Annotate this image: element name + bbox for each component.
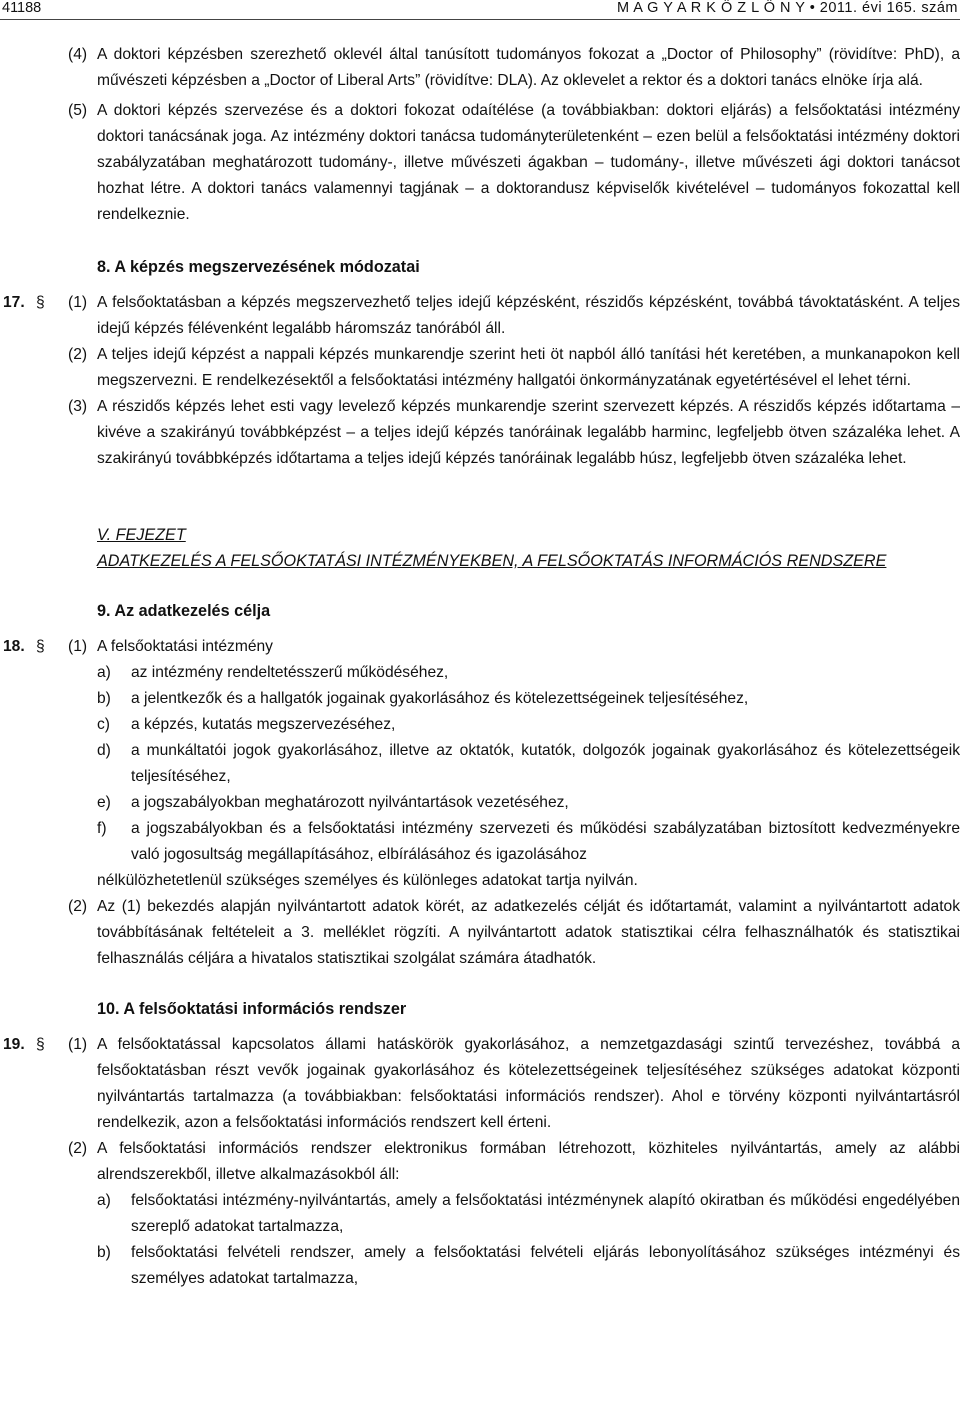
- paragraph-number: (1): [68, 638, 88, 655]
- paragraph-text: A doktori képzésben szerezhető oklevél által tanúsított tudományos fokozat a „Doctor of Philosophy” (rövidítve: PhD), a művészeti képzésben a „Doctor of Liberal Arts” (rövidítve: DLA). Az oklevelet a rektor és a doktori tanács elnöke írja alá.: [97, 46, 960, 89]
- paragraph-intro: A felsőoktatási információs rendszer elektronikus formában létrehozott, közhiteles nyilvántartás, amely az alábbi alrendszerekből, illetve alkalmazásokból áll:: [97, 1140, 960, 1183]
- paragraph-number: (4): [68, 46, 88, 63]
- list-item-label: a): [97, 1192, 111, 1209]
- list-item: [97, 790, 960, 816]
- section-number: 17.: [3, 294, 25, 311]
- paragraph-number: (2): [68, 898, 88, 915]
- chapter-title: ADATKEZELÉS A FELSŐOKTATÁSI INTÉZMÉNYEKBEN, A FELSŐOKTATÁS INFORMÁCIÓS RENDSZERE: [97, 552, 887, 570]
- paragraph-number: (1): [68, 1036, 88, 1053]
- list-item: [97, 1188, 960, 1240]
- section-number: 18.: [3, 638, 25, 655]
- paragraph-text: A teljes idejű képzést a nappali képzés munkarendje szerint heti öt napból álló tanítási hét keretében, a munkanapokon kell megszervezni. E rendelkezésektől a felsőoktatási intézmény hallgatói önkormányzatának egyetértésével el lehet térni.: [97, 346, 960, 389]
- list-item: [97, 738, 960, 790]
- list-item-text: az intézmény rendeltetésszerű működéséhez,: [131, 664, 449, 681]
- list-item: [97, 660, 960, 686]
- section-sign: §: [36, 1036, 45, 1053]
- page-header: [0, 0, 960, 20]
- subsection-heading-10: 10. A felsőoktatási információs rendszer: [97, 1000, 407, 1018]
- paragraph-text: A felsőoktatásban a képzés megszervezhető teljes idejű képzésként, részidős képzésként, továbbá távoktatásként. A teljes idejű képzés félévenként legalább háromszáz tanórából áll.: [97, 294, 960, 337]
- section-sign: §: [36, 638, 45, 655]
- section-number: 19.: [3, 1036, 25, 1053]
- paragraph-intro: A felsőoktatási intézmény: [97, 638, 273, 655]
- paragraph-4: [0, 42, 960, 94]
- section-17-p3: [0, 394, 960, 472]
- paragraph-text: A doktori képzés szervezése és a doktori fokozat odaítélése (a továbbiakban: doktori eljárás) a felsőoktatási intézmény doktori tanácsának joga. Az intézmény doktori tanácsa tudományterületenként – ezen belül a felsőoktatási intézmény doktori szabályzatában meghatározott tudomány-, illetve művészeti ágakban – tudomány-, illetve művészeti ági doktori tanácsot hozhat létre. A doktori tanács valamennyi tagjának – a doktorandusz képviselők kivételével – tudományos fokozattal kell rendelkeznie.: [97, 102, 960, 223]
- journal-title: M A G Y A R K Ö Z L Ö N Y • 2011. évi 165. szám: [616, 0, 958, 16]
- paragraph-number: (5): [68, 102, 88, 119]
- list-item-text: felsőoktatási felvételi rendszer, amely a felsőoktatási felvételi eljárás lebonyolításához szükséges intézményi és személyes adatokat tartalmazza,: [131, 1244, 960, 1287]
- paragraph-5: [0, 98, 960, 228]
- list-item-text: a jelentkezők és a hallgatók jogainak gyakorlásához és kötelezettségeinek teljesítéséhez,: [131, 690, 749, 707]
- paragraph-text: A részidős képzés lehet esti vagy levelező képzés munkarendje szerint szervezett képzés. A részidős képzés időtartama – kivéve a szakirányú továbbképzést – a teljes idejű képzés tanóráinak legalább harminc, legfeljebb ötven százaléka lehet. A szakirányú továbbképzés időtartama a teljes idejű képzés tanóráinak legalább húsz, legfeljebb ötven százaléka lehet.: [97, 398, 960, 467]
- list-item-text: a munkáltatói jogok gyakorlásához, illetve az oktatók, kutatók, dolgozók jogainak gyakorlásához és kötelezettségeik teljesítéséhez,: [131, 742, 960, 785]
- list-item-text: a jogszabályokban és a felsőoktatási intézmény szervezeti és működési szabályzatában biztosított kedvezményekre való jogosultság megállapításához, elbírálásához és igazolásához: [131, 820, 960, 863]
- paragraph-text: Az (1) bekezdés alapján nyilvántartott adatok körét, az adatkezelés célját és időtartamát, valamint a nyilvántartott adatok továbbításának feltételeit a 3. melléklet rögzíti. A nyilvántartott adatok statisztikai célra felhasználhatók és statisztikai felhasználás céljára a hivatalos statisztikai szolgálat számára átadhatók.: [97, 898, 960, 967]
- paragraph-closing: nélkülözhetetlenül szükséges személyes és különleges adatokat tartja nyilván.: [97, 872, 638, 889]
- section-sign: §: [36, 294, 45, 311]
- list-item-label: c): [97, 716, 110, 733]
- list-item-label: e): [97, 794, 111, 811]
- paragraph-text: A felsőoktatással kapcsolatos állami hatáskörök gyakorlásához, a nemzetgazdasági szintű tervezéshez, továbbá a felsőoktatásban részt vevők jogainak gyakorlásához és kötelezettségeinek teljesítéséhez szükséges adatokat központi nyilvántartás tartalmazza (a továbbiakban: felsőoktatási információs rendszer). Ahol e törvény központi nyilvántartásról rendelkezik, azon a felsőoktatási információs rendszert kell érteni.: [97, 1036, 960, 1131]
- subsection-heading-9: 9. Az adatkezelés célja: [97, 602, 271, 620]
- list-item-text: a képzés, kutatás megszervezéséhez,: [131, 716, 396, 733]
- list-item-label: b): [97, 690, 111, 707]
- list-item: [97, 712, 960, 738]
- paragraph-number: (3): [68, 398, 88, 415]
- paragraph-number: (2): [68, 346, 88, 363]
- section-17-p2: [0, 342, 960, 394]
- list-item: [97, 816, 960, 868]
- subsection-heading-8: 8. A képzés megszervezésének módozatai: [97, 258, 420, 276]
- chapter-number: V. FEJEZET: [97, 526, 186, 544]
- list-item-label: b): [97, 1244, 111, 1261]
- section-19-p1: [0, 1032, 960, 1136]
- section-18-p2: [0, 894, 960, 972]
- list-item-text: felsőoktatási intézmény-nyilvántartás, amely a felsőoktatási intézménynek alapító okiratban és működési engedélyében szereplő adatokat tartalmazza,: [131, 1192, 960, 1235]
- page-number: 41188: [2, 0, 42, 16]
- section-19-p2: [0, 1136, 960, 1188]
- section-17-p1: [0, 290, 960, 342]
- list-item-label: f): [97, 820, 107, 837]
- section-18-p1: [0, 634, 960, 660]
- list-item: [97, 1240, 960, 1292]
- paragraph-number: (2): [68, 1140, 88, 1157]
- header-rule: [0, 19, 960, 20]
- list-item: [97, 686, 960, 712]
- list-item-label: d): [97, 742, 111, 759]
- paragraph-number: (1): [68, 294, 88, 311]
- document-body: [0, 42, 960, 1292]
- list-item-text: a jogszabályokban meghatározott nyilvántartások vezetéséhez,: [131, 794, 569, 811]
- list-item-label: a): [97, 664, 111, 681]
